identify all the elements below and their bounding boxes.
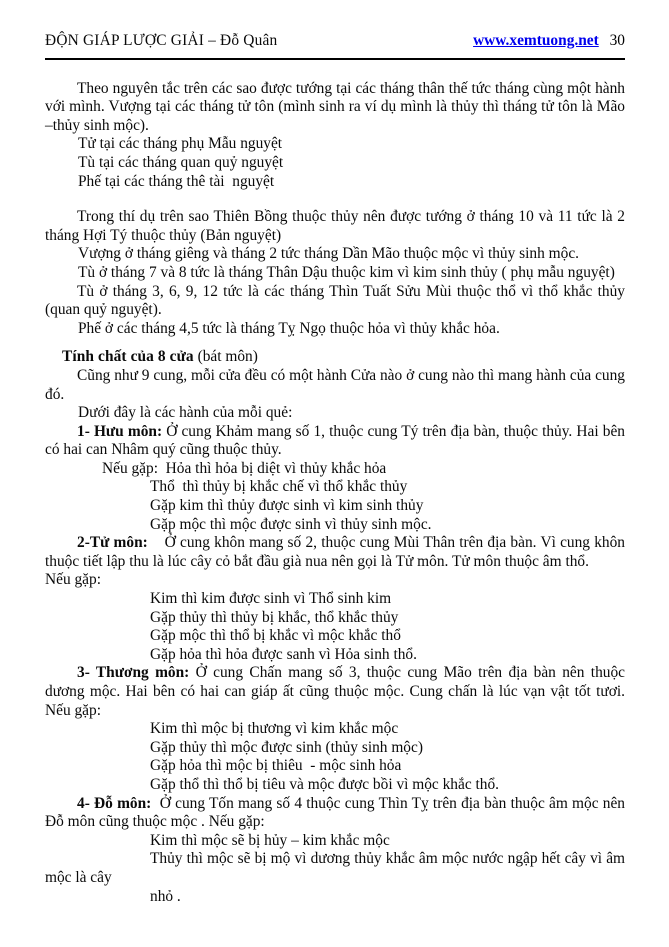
line-phe-4-5: Phế ở các tháng 4,5 tức là tháng Tỵ Ngọ thuộc hỏa vì thủy khắc hỏa. xyxy=(78,319,500,337)
thuong-mon-item: Gặp hỏa thì mộc bị thiêu - mộc sinh hỏa xyxy=(150,757,402,775)
huu-mon-paragraph xyxy=(45,423,625,460)
intro-paragraph-3: Tù ở tháng 3, 6, 9, 12 tức là các tháng Thìn Tuất Sửu Mùi thuộc thổ vì thổ khắc thủy (quan quỷ nguyệt). xyxy=(45,282,625,319)
header-right xyxy=(473,32,625,51)
huu-mon-neugap-line: Nếu gặp: Hỏa thì hỏa bị diệt vì thủy khắc hỏa xyxy=(102,459,387,477)
huu-mon-item: Thổ thì thủy bị khắc chế vì thổ khắc thủy xyxy=(150,478,408,496)
line-tu-7-8: Tù ở tháng 7 và 8 tức là tháng Thân Dậu thuộc kim vì kim sinh thủy ( phụ mẫu nguyệt) xyxy=(78,263,615,281)
thuong-mon-item: Kim thì mộc bị thương vì kim khắc mộc xyxy=(150,720,399,738)
tu-mon-neugap-line: Nếu gặp: xyxy=(45,571,101,589)
page-number: 30 xyxy=(609,32,625,49)
huu-mon-item: Gặp kim thì thủy được sinh vì kim sinh thủy xyxy=(150,497,424,515)
website-link[interactable]: www.xemtuong.net xyxy=(473,32,599,49)
section-heading xyxy=(62,348,625,367)
thuong-mon-label: 3- Thương môn: xyxy=(77,664,190,682)
do-mon-thuy-paragraph: Thủy thì mộc sẽ bị mộ vì dương thủy khắc âm mộc nước ngập hết cây vì âm mộc là cây xyxy=(45,850,625,886)
document-title: ĐỘN GIÁP LƯỢC GIẢI – Đỗ Quân xyxy=(45,32,278,49)
list-line-tu2: Tù tại các tháng quan quỷ nguyệt xyxy=(78,153,284,171)
thuong-mon-text: Ở cung Chấn mang số 3, thuộc cung Mão trên địa bàn nên thuộc dương mộc. Hai bên có hai can giáp ất cũng thuộc mộc. Cung chấn là lúc vạn vật tốt tươi. Nếu gặp: xyxy=(45,664,625,719)
section-heading-bold: Tính chất của 8 cửa xyxy=(62,348,194,366)
tu-mon-item: Gặp thủy thì thủy bị khắc, thổ khắc thủy xyxy=(150,608,399,626)
section-heading-rest: (bát môn) xyxy=(193,348,258,366)
do-mon-paragraph xyxy=(45,795,625,832)
thuong-mon-item: Gặp thủy thì mộc được sinh (thủy sinh mộc) xyxy=(150,738,423,756)
line-vuong: Vượng ở tháng giêng và tháng 2 tức tháng Dần Mão thuộc mộc vì thủy sinh mộc. xyxy=(78,245,580,263)
do-mon-text: Ở cung Tốn mang số 4 thuộc cung Thìn Tỵ trên địa bàn thuộc âm mộc nên Đỗ môn cũng thuộc mộc . Nếu gặp: xyxy=(45,794,625,831)
thuong-mon-item: Gặp thổ thì thổ bị tiêu và mộc được bồi vì mộc khắc thổ. xyxy=(150,775,500,793)
list-line-tu: Tử tại các tháng phụ Mẫu nguyệt xyxy=(78,135,283,153)
tu-mon-paragraph xyxy=(45,534,625,571)
intro-paragraph-2: Trong thí dụ trên sao Thiên Bồng thuộc thủy nên được tướng ở tháng 10 và 11 tức là 2 tháng Hợi Tý thuộc thủy (Bản nguyệt) xyxy=(45,208,625,244)
batmon-paragraph-2: Dưới đây là các hành của mỗi quẻ: xyxy=(78,404,293,422)
huu-mon-label: 1- Hưu môn: xyxy=(77,422,163,440)
huu-mon-item: Gặp mộc thì mộc được sinh vì thủy sinh mộc. xyxy=(150,515,432,533)
intro-paragraph-1: Theo nguyên tắc trên các sao được tướng tại các tháng thân thế tức tháng cùng một hành với mình. Vượng tại các tháng tử tôn (mình sinh ra ví dụ mình là thủy thì tháng tử tôn là Mão –thủy sinh mộc). xyxy=(45,79,625,134)
do-mon-label: 4- Đỗ môn: xyxy=(77,794,152,812)
thuong-mon-paragraph xyxy=(45,664,625,720)
document-body xyxy=(45,80,625,907)
page-header xyxy=(45,32,625,60)
tu-mon-item: Gặp hỏa thì hỏa được sanh vì Hỏa sinh thổ. xyxy=(150,645,417,663)
huu-mon-text: Ở cung Khảm mang số 1, thuộc cung Tý trên địa bàn, thuộc thủy. Hai bên có hai can Nhâm quý cũng thuộc thủy. xyxy=(45,422,626,459)
do-mon-last-line: nhỏ . xyxy=(150,887,181,905)
tu-mon-item: Kim thì kim được sinh vì Thổ sinh kim xyxy=(150,590,392,608)
tu-mon-text: Ở cung khôn mang số 2, thuộc cung Mùi Thân trên địa bàn. Vì cung khôn thuộc tiết lập thu là lúc cây cỏ bắt đầu già nua nên gọi là Tử môn. Tử môn thuộc âm thổ. xyxy=(45,534,625,570)
batmon-paragraph-1: Cũng như 9 cung, mỗi cửa đều có một hành Cửa nào ở cung nào thì mang hành của cung đó. xyxy=(45,366,625,403)
tu-mon-label: 2-Tử môn: xyxy=(77,534,148,552)
do-mon-item: Kim thì mộc sẽ bị hủy – kim khắc mộc xyxy=(150,831,390,849)
tu-mon-item: Gặp mộc thì thổ bị khắc vì mộc khắc thổ xyxy=(150,627,401,645)
list-line-phe: Phế tại các tháng thê tài nguyệt xyxy=(78,172,275,190)
